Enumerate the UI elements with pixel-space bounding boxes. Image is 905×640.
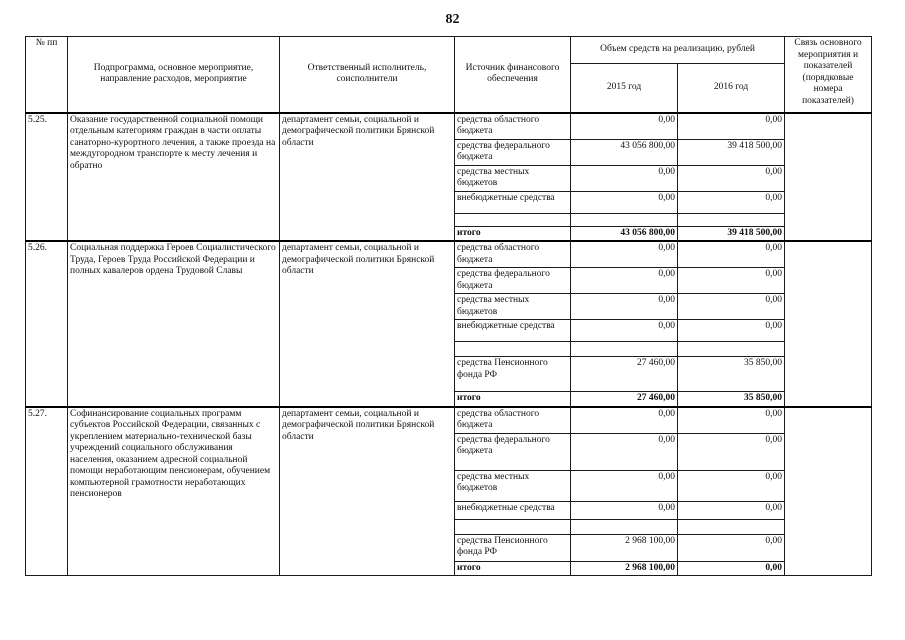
link-cell xyxy=(785,407,872,576)
header-link: Связь основного мероприятия и показателей (порядковые номера показателей) xyxy=(785,37,872,113)
source-cell: средства местных бюджетов xyxy=(455,470,571,501)
source-cell: средства Пенсионного фонда РФ xyxy=(455,357,571,392)
value-2015: 0,00 xyxy=(571,407,678,434)
source-cell: средства федерального бюджета xyxy=(455,139,571,165)
empty-cell xyxy=(678,519,785,534)
empty-cell xyxy=(455,213,571,226)
header-program: Подпрограмма, основное мероприятие, направление расходов, мероприятие xyxy=(68,37,280,113)
source-cell: средства местных бюджетов xyxy=(455,165,571,191)
value-2015: 0,00 xyxy=(571,113,678,140)
total-label: итого xyxy=(455,226,571,241)
value-2016: 0,00 xyxy=(678,501,785,519)
total-label: итого xyxy=(455,392,571,407)
link-cell xyxy=(785,113,872,242)
value-2015: 0,00 xyxy=(571,268,678,294)
table-row xyxy=(26,241,872,268)
executor-cell: департамент семьи, социальной и демографической политики Брянской области xyxy=(280,113,455,242)
value-2016: 0,00 xyxy=(678,268,785,294)
value-2016: 0,00 xyxy=(678,165,785,191)
value-2015: 0,00 xyxy=(571,433,678,470)
source-cell: внебюджетные средства xyxy=(455,320,571,342)
row-number: 5.25. xyxy=(26,113,68,242)
total-2015: 43 056 800,00 xyxy=(571,226,678,241)
source-cell: средства местных бюджетов xyxy=(455,294,571,320)
value-2016: 0,00 xyxy=(678,241,785,268)
value-2016: 0,00 xyxy=(678,191,785,213)
header-year-2016: 2016 год xyxy=(678,64,785,113)
executor-cell: департамент семьи, социальной и демографической политики Брянской области xyxy=(280,241,455,407)
value-2016: 0,00 xyxy=(678,433,785,470)
total-2015: 2 968 100,00 xyxy=(571,561,678,576)
source-cell: внебюджетные средства xyxy=(455,191,571,213)
value-2016: 0,00 xyxy=(678,294,785,320)
source-cell: средства федерального бюджета xyxy=(455,433,571,470)
source-cell: внебюджетные средства xyxy=(455,501,571,519)
header-volume: Объем средств на реализацию, рублей xyxy=(571,37,785,64)
total-2015: 27 460,00 xyxy=(571,392,678,407)
program-cell: Социальная поддержка Героев Социалистического Труда, Героев Труда Российской Федерации и полных кавалеров ордена Трудовой Славы xyxy=(68,241,280,407)
source-cell: средства областного бюджета xyxy=(455,241,571,268)
header-executor: Ответственный исполнитель, соисполнители xyxy=(280,37,455,113)
value-2015: 0,00 xyxy=(571,241,678,268)
total-label: итого xyxy=(455,561,571,576)
value-2015: 0,00 xyxy=(571,191,678,213)
page-number: 82 xyxy=(445,12,460,27)
table-row xyxy=(26,113,872,140)
value-2016: 0,00 xyxy=(678,470,785,501)
empty-cell xyxy=(678,342,785,357)
source-cell: средства областного бюджета xyxy=(455,113,571,140)
value-2016: 0,00 xyxy=(678,407,785,434)
value-2016: 0,00 xyxy=(678,320,785,342)
empty-cell xyxy=(571,519,678,534)
source-cell: средства областного бюджета xyxy=(455,407,571,434)
source-cell: средства Пенсионного фонда РФ xyxy=(455,534,571,561)
total-2016: 39 418 500,00 xyxy=(678,226,785,241)
empty-cell xyxy=(455,519,571,534)
total-2016: 35 850,00 xyxy=(678,392,785,407)
value-2015: 43 056 800,00 xyxy=(571,139,678,165)
value-2016: 0,00 xyxy=(678,534,785,561)
link-cell xyxy=(785,241,872,407)
value-2015: 2 968 100,00 xyxy=(571,534,678,561)
value-2015: 0,00 xyxy=(571,165,678,191)
value-2015: 0,00 xyxy=(571,501,678,519)
header-row-1 xyxy=(26,37,872,64)
value-2016: 39 418 500,00 xyxy=(678,139,785,165)
total-2016: 0,00 xyxy=(678,561,785,576)
value-2015: 0,00 xyxy=(571,320,678,342)
table-row xyxy=(26,407,872,434)
empty-cell xyxy=(571,213,678,226)
header-year-2015: 2015 год xyxy=(571,64,678,113)
value-2015: 0,00 xyxy=(571,294,678,320)
value-2015: 27 460,00 xyxy=(571,357,678,392)
empty-cell xyxy=(455,342,571,357)
value-2016: 35 850,00 xyxy=(678,357,785,392)
row-number: 5.26. xyxy=(26,241,68,407)
source-cell: средства федерального бюджета xyxy=(455,268,571,294)
executor-cell: департамент семьи, социальной и демографической политики Брянской области xyxy=(280,407,455,576)
value-2015: 0,00 xyxy=(571,470,678,501)
header-source: Источник финансового обеспечения xyxy=(455,37,571,113)
header-no: № пп xyxy=(26,37,68,113)
financing-table xyxy=(25,36,872,576)
empty-cell xyxy=(678,213,785,226)
value-2016: 0,00 xyxy=(678,113,785,140)
program-cell: Софинансирование социальных программ субъектов Российской Федерации, связанных с укреплением материально-технической базы учреждений социального обслуживания населения, оказанием адресной социальной помощи неработающим пенсионерам, обучением компьютерной грамотности неработающих пенсионеров xyxy=(68,407,280,576)
row-number: 5.27. xyxy=(26,407,68,576)
program-cell: Оказание государственной социальной помощи отдельным категориям граждан в части оплаты санаторно-курортного лечения, а также проезда на междугородном транспорте к месту лечения и обратно xyxy=(68,113,280,242)
empty-cell xyxy=(571,342,678,357)
